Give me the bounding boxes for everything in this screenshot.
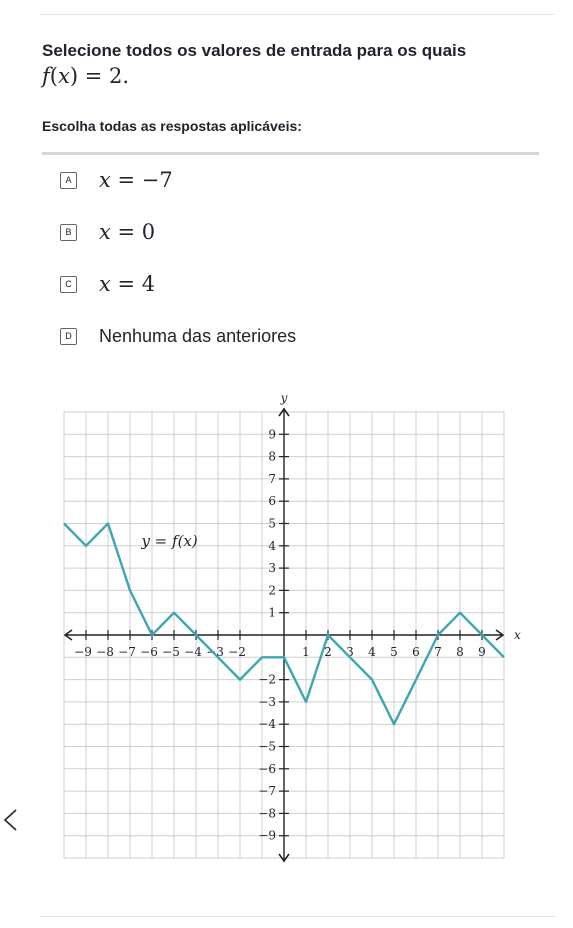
y-tick-label: 9 xyxy=(268,427,276,442)
x-tick-label: 5 xyxy=(390,645,398,659)
x-tick-label: −5 xyxy=(162,645,180,659)
y-tick-label: 5 xyxy=(268,516,276,531)
choice-b[interactable] xyxy=(60,220,155,244)
instruction-text: Escolha todas as respostas aplicáveis: xyxy=(42,118,302,134)
x-tick-label: −8 xyxy=(96,645,114,659)
x-tick-label: 8 xyxy=(456,645,464,659)
y-tick-label: −2 xyxy=(258,672,276,687)
y-tick-label: −9 xyxy=(258,828,276,843)
y-tick-label: 2 xyxy=(268,583,276,598)
x-tick-label: 6 xyxy=(412,645,420,659)
x-tick-label: −9 xyxy=(74,645,92,659)
y-tick-label: 6 xyxy=(268,494,276,509)
function-graph xyxy=(60,392,520,870)
y-axis-label: y xyxy=(280,391,288,405)
x-tick-label: −4 xyxy=(184,645,202,659)
choice-c[interactable] xyxy=(60,272,155,296)
y-tick-label: 4 xyxy=(268,538,276,553)
choice-label: x = 0 xyxy=(99,220,156,244)
function-name: f xyxy=(42,64,50,88)
x-tick-label: −6 xyxy=(140,645,158,659)
y-tick-label: 3 xyxy=(268,561,276,576)
x-tick-label: 4 xyxy=(368,645,376,659)
choice-a[interactable] xyxy=(60,168,173,192)
choice-letter-badge: C xyxy=(60,276,77,293)
choice-letter-badge: A xyxy=(60,172,77,189)
question-equation: f(x) = 2. xyxy=(42,64,130,88)
choice-letter-badge: B xyxy=(60,224,77,241)
function-variable: x xyxy=(57,64,70,88)
question-prompt: Selecione todos os valores de entrada para os quais xyxy=(42,41,467,60)
y-tick-label: 8 xyxy=(268,449,276,464)
x-axis-label: x xyxy=(514,628,521,642)
y-tick-label: −3 xyxy=(258,694,276,709)
choice-label: x = −7 xyxy=(99,168,173,192)
choice-d[interactable] xyxy=(60,324,296,348)
y-tick-label: −4 xyxy=(258,717,276,732)
x-tick-label: 1 xyxy=(302,645,310,659)
y-tick-label: −7 xyxy=(258,784,276,799)
choice-letter-badge: D xyxy=(60,328,77,345)
chevron-left-icon[interactable] xyxy=(0,806,22,834)
x-tick-label: 3 xyxy=(346,645,354,659)
x-tick-label: 2 xyxy=(324,645,332,659)
bottom-divider xyxy=(40,916,555,917)
choice-label: x = 4 xyxy=(99,272,156,296)
equation-rhs: 2. xyxy=(108,64,130,88)
x-tick-label: −2 xyxy=(228,645,246,659)
x-tick-label: 9 xyxy=(478,645,486,659)
y-tick-label: −6 xyxy=(258,761,276,776)
top-divider xyxy=(40,14,555,15)
y-tick-label: −8 xyxy=(258,806,276,821)
choice-label: Nenhuma das anteriores xyxy=(99,325,297,346)
choices-separator xyxy=(42,152,539,155)
y-tick-label: 7 xyxy=(268,471,276,486)
y-tick-label: 1 xyxy=(268,605,276,620)
x-tick-label: −3 xyxy=(206,645,224,659)
y-tick-label: −5 xyxy=(258,739,276,754)
x-tick-label: 7 xyxy=(434,645,442,659)
x-tick-label: −7 xyxy=(118,645,136,659)
function-label: y = f(x) xyxy=(141,531,198,550)
